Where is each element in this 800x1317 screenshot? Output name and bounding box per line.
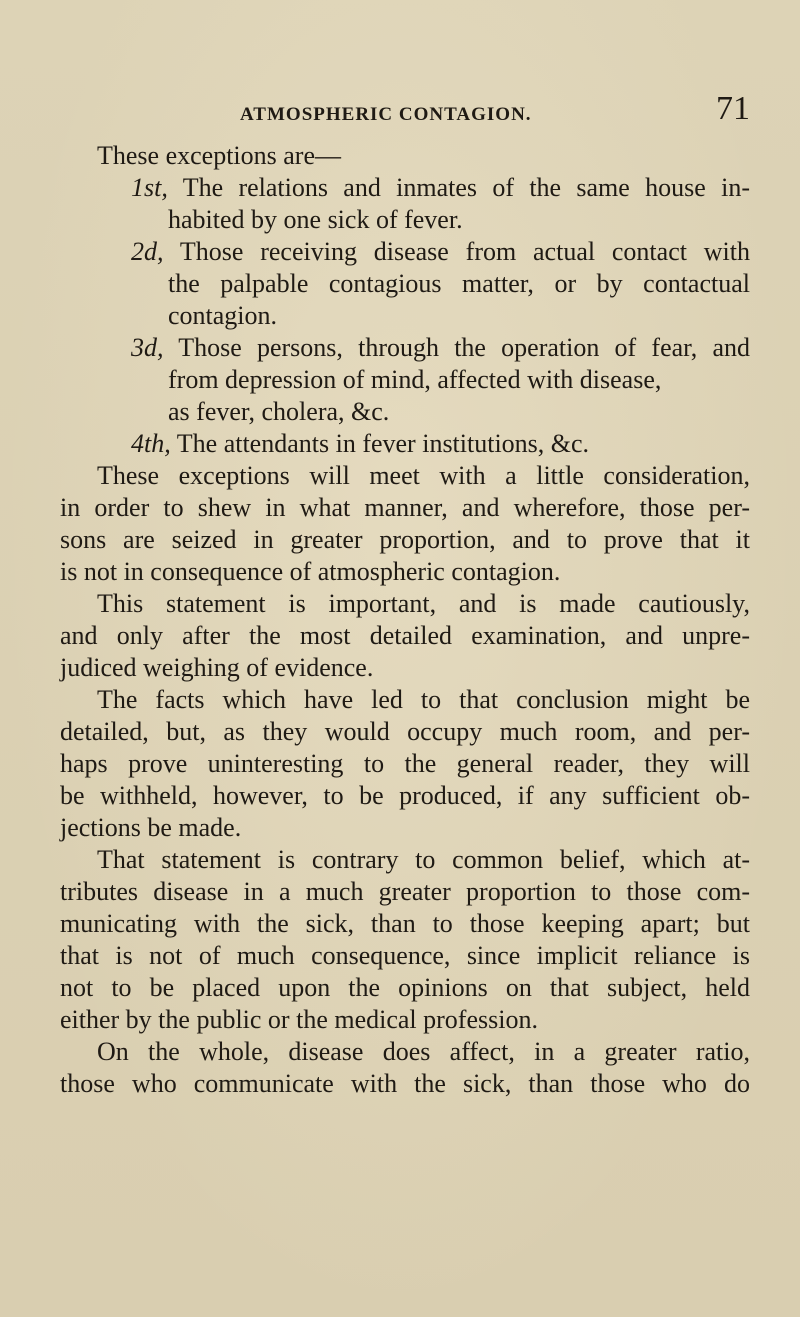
text-line: jections be made.: [60, 813, 242, 842]
list-item-label: 3d,: [131, 333, 164, 362]
list-item-second: [60, 236, 750, 268]
text-line: and only after the most detailed examination, and unpre-: [60, 621, 750, 650]
text-line: either by the public or the medical profession.: [60, 1005, 538, 1034]
text-line: detailed, but, as they would occupy much room, and per-: [60, 717, 750, 746]
text-line: habited by one sick of fever.: [168, 205, 463, 234]
text-line: Those persons, through the operation of fear, and: [178, 333, 751, 362]
text-line: tributes disease in a much greater proportion to those com-: [60, 877, 750, 906]
text-line: the palpable contagious matter, or by contactual: [168, 269, 750, 298]
text-line: These exceptions are—: [97, 141, 342, 170]
text-line: in order to shew in what manner, and wherefore, those per-: [60, 493, 750, 522]
text-line: The relations and inmates of the same house in-: [182, 173, 751, 202]
list-item-first: [60, 172, 750, 204]
text-line: contagion.: [168, 301, 278, 330]
page-number: 71: [716, 90, 750, 127]
text-line: from depression of mind, affected with disease,: [168, 365, 662, 394]
text-line: sons are seized in greater proportion, and to prove that it: [60, 525, 750, 554]
text-line: those who communicate with the sick, than those who do: [60, 1069, 750, 1098]
list-item-fourth: [60, 428, 750, 460]
text-line: On the whole, disease does affect, in a greater ratio,: [97, 1037, 750, 1066]
text-line: This statement is important, and is made cautiously,: [97, 589, 750, 618]
list-item-label: 1st,: [131, 173, 168, 202]
text-line: municating with the sick, than to those keeping apart; but: [60, 909, 750, 938]
text-line: judiced weighing of evidence.: [60, 653, 374, 682]
list-item-label: 4th,: [131, 429, 171, 458]
body-text: [60, 140, 750, 1100]
text-line: haps prove uninteresting to the general reader, they will: [60, 749, 750, 778]
running-head: ATMOSPHERIC CONTAGION.: [240, 104, 532, 125]
text-line: The facts which have led to that conclusion might be: [97, 685, 750, 714]
page-header: [240, 80, 750, 127]
text-line: The attendants in fever institutions, &c.: [176, 429, 590, 458]
text-line: These exceptions will meet with a little consideration,: [97, 461, 750, 490]
text-line: that is not of much consequence, since implicit reliance is: [60, 941, 750, 970]
text-line: is not in consequence of atmospheric contagion.: [60, 557, 561, 586]
text-line: not to be placed upon the opinions on that subject, held: [60, 973, 750, 1002]
text-line: Those receiving disease from actual contact with: [179, 237, 751, 266]
list-item-third: [60, 332, 750, 364]
text-line: as fever, cholera, &c.: [168, 397, 390, 426]
list-item-label: 2d,: [131, 237, 164, 266]
text-line: be withheld, however, to be produced, if any sufficient ob-: [60, 781, 750, 810]
text-line: That statement is contrary to common belief, which at-: [97, 845, 750, 874]
